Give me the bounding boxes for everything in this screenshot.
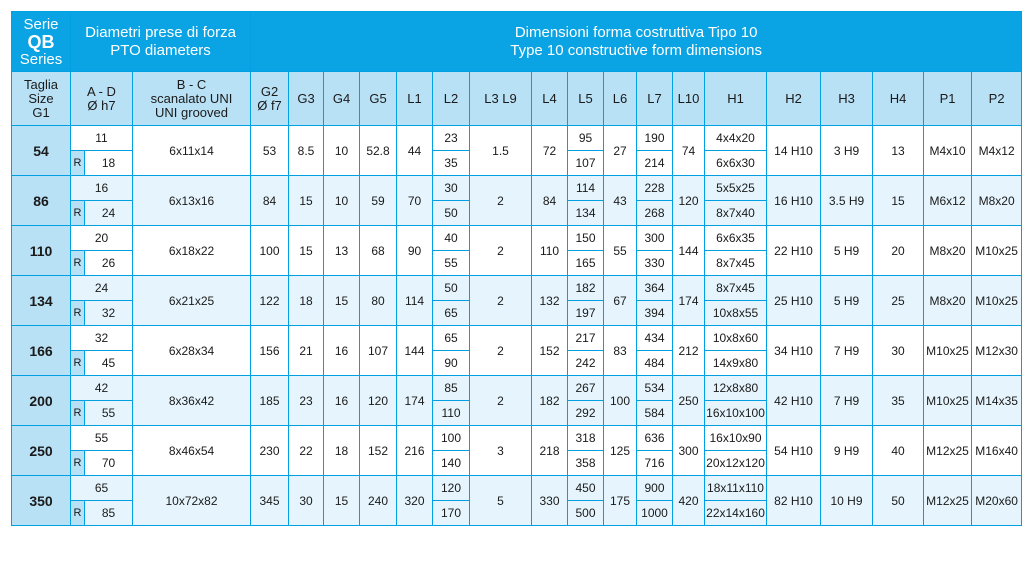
table-row: [12, 276, 1022, 301]
cell-ad-top: 55: [71, 426, 133, 451]
cell-h3: 9 H9: [821, 426, 873, 476]
cell-h1-bot: 22x14x160: [705, 501, 767, 526]
col-l5: L5: [568, 72, 604, 126]
cell-size: 200: [12, 376, 71, 426]
col-l3l9: L3 L9: [470, 72, 532, 126]
col-bc-l3: UNI grooved: [155, 104, 228, 120]
cell-h2: 14 H10: [767, 126, 821, 176]
cell-l4: 110: [532, 226, 568, 276]
cell-g3: 18: [289, 276, 324, 326]
cell-ad-bot: 45: [85, 351, 133, 376]
cell-p2: M14x35: [972, 376, 1022, 426]
table-row: [12, 126, 1022, 151]
col-g4: G4: [324, 72, 360, 126]
cell-ad-top: 42: [71, 376, 133, 401]
cell-h1-top: 8x7x45: [705, 276, 767, 301]
cell-l2-top: 50: [433, 276, 470, 301]
cell-r-label: R: [71, 501, 85, 526]
col-g3: G3: [289, 72, 324, 126]
cell-ad-top: 65: [71, 476, 133, 501]
cell-l7-bot: 394: [637, 301, 673, 326]
cell-l3l9: 1.5: [470, 126, 532, 176]
column-header-row: [12, 72, 1022, 126]
cell-l6: 100: [604, 376, 637, 426]
cell-l4: 72: [532, 126, 568, 176]
cell-l3l9: 2: [470, 326, 532, 376]
cell-h4: 25: [873, 276, 924, 326]
pto-header: [71, 12, 251, 72]
cell-g4: 15: [324, 276, 360, 326]
cell-l7-top: 300: [637, 226, 673, 251]
cell-l3l9: 5: [470, 476, 532, 526]
cell-l10: 174: [673, 276, 705, 326]
col-l2: L2: [433, 72, 470, 126]
cell-g2: 230: [251, 426, 289, 476]
cell-l7-top: 636: [637, 426, 673, 451]
cell-g4: 18: [324, 426, 360, 476]
cell-l4: 218: [532, 426, 568, 476]
cell-h1-top: 18x11x110: [705, 476, 767, 501]
cell-h1-bot: 8x7x45: [705, 251, 767, 276]
cell-p1: M8x20: [924, 226, 972, 276]
cell-l1: 44: [397, 126, 433, 176]
cell-bc: 6x13x16: [133, 176, 251, 226]
cell-g3: 30: [289, 476, 324, 526]
cell-l5-top: 182: [568, 276, 604, 301]
cell-l5-bot: 165: [568, 251, 604, 276]
cell-h3: 10 H9: [821, 476, 873, 526]
cell-l2-top: 40: [433, 226, 470, 251]
cell-h4: 30: [873, 326, 924, 376]
cell-size: 166: [12, 326, 71, 376]
cell-h3: 5 H9: [821, 276, 873, 326]
cell-g4: 10: [324, 126, 360, 176]
cell-l2-bot: 50: [433, 201, 470, 226]
table-row: [12, 376, 1022, 401]
cell-l5-bot: 134: [568, 201, 604, 226]
cell-ad-top: 24: [71, 276, 133, 301]
cell-h2: 82 H10: [767, 476, 821, 526]
cell-l7-top: 190: [637, 126, 673, 151]
col-g5: G5: [360, 72, 397, 126]
cell-h3: 5 H9: [821, 226, 873, 276]
cell-l7-bot: 584: [637, 401, 673, 426]
cell-l3l9: 2: [470, 276, 532, 326]
cell-g5: 152: [360, 426, 397, 476]
cell-g4: 13: [324, 226, 360, 276]
cell-h1-bot: 20x12x120: [705, 451, 767, 476]
cell-r-label: R: [71, 451, 85, 476]
cell-p1: M12x25: [924, 476, 972, 526]
cell-size: 250: [12, 426, 71, 476]
dimensions-table-wrapper: [11, 11, 1018, 526]
cell-l7-top: 900: [637, 476, 673, 501]
cell-l2-bot: 140: [433, 451, 470, 476]
cell-l2-bot: 170: [433, 501, 470, 526]
cell-h4: 20: [873, 226, 924, 276]
col-size-l1: Taglia: [24, 76, 58, 92]
cell-p2: M12x30: [972, 326, 1022, 376]
cell-h2: 16 H10: [767, 176, 821, 226]
col-l4: L4: [532, 72, 568, 126]
cell-r-label: R: [71, 301, 85, 326]
cell-g5: 80: [360, 276, 397, 326]
cell-size: 110: [12, 226, 71, 276]
table-row: [12, 226, 1022, 251]
pto-title-en: PTO diameters: [110, 41, 211, 59]
cell-h1-top: 4x4x20: [705, 126, 767, 151]
cell-l10: 74: [673, 126, 705, 176]
cell-ad-top: 32: [71, 326, 133, 351]
cell-p1: M4x10: [924, 126, 972, 176]
cell-l5-bot: 358: [568, 451, 604, 476]
cell-ad-bot: 24: [85, 201, 133, 226]
cell-p1: M12x25: [924, 426, 972, 476]
cell-h1-top: 5x5x25: [705, 176, 767, 201]
cell-size: 54: [12, 126, 71, 176]
cell-p1: M10x25: [924, 326, 972, 376]
cell-l2-bot: 65: [433, 301, 470, 326]
cell-h1-top: 16x10x90: [705, 426, 767, 451]
cell-p2: M10x25: [972, 226, 1022, 276]
cell-l1: 320: [397, 476, 433, 526]
cell-l5-bot: 107: [568, 151, 604, 176]
cell-l2-bot: 90: [433, 351, 470, 376]
cell-l5-top: 318: [568, 426, 604, 451]
cell-h1-bot: 8x7x40: [705, 201, 767, 226]
cell-l4: 152: [532, 326, 568, 376]
cell-h1-bot: 16x10x100: [705, 401, 767, 426]
cell-h1-top: 12x8x80: [705, 376, 767, 401]
cell-p2: M4x12: [972, 126, 1022, 176]
cell-l4: 182: [532, 376, 568, 426]
cell-l2-bot: 55: [433, 251, 470, 276]
cell-g5: 59: [360, 176, 397, 226]
cell-l5-bot: 292: [568, 401, 604, 426]
cell-p1: M8x20: [924, 276, 972, 326]
cell-h3: 3 H9: [821, 126, 873, 176]
cell-h1-bot: 14x9x80: [705, 351, 767, 376]
cell-h4: 50: [873, 476, 924, 526]
cell-g4: 16: [324, 376, 360, 426]
cell-l3l9: 2: [470, 176, 532, 226]
cell-r-label: R: [71, 351, 85, 376]
cell-ad-bot: 26: [85, 251, 133, 276]
cell-l5-top: 217: [568, 326, 604, 351]
cell-h1-bot: 10x8x55: [705, 301, 767, 326]
col-g2: [251, 72, 289, 126]
cell-l2-top: 85: [433, 376, 470, 401]
cell-r-label: R: [71, 201, 85, 226]
cell-ad-bot: 55: [85, 401, 133, 426]
cell-g2: 345: [251, 476, 289, 526]
cell-size: 134: [12, 276, 71, 326]
series-code: QB: [27, 31, 55, 52]
cell-l1: 144: [397, 326, 433, 376]
cell-l7-top: 434: [637, 326, 673, 351]
cell-g5: 107: [360, 326, 397, 376]
col-size-l3: G1: [32, 104, 50, 120]
cell-l10: 120: [673, 176, 705, 226]
col-bc: [133, 72, 251, 126]
col-h1: H1: [705, 72, 767, 126]
cell-l7-top: 534: [637, 376, 673, 401]
dimensions-title-en: Type 10 constructive form dimensions: [510, 41, 763, 59]
cell-size: 350: [12, 476, 71, 526]
table-row: [12, 426, 1022, 451]
cell-h2: 34 H10: [767, 326, 821, 376]
cell-l2-top: 65: [433, 326, 470, 351]
col-g2-l1: G2: [260, 83, 279, 99]
cell-l10: 144: [673, 226, 705, 276]
col-size-l2: Size: [28, 90, 54, 106]
cell-g5: 240: [360, 476, 397, 526]
cell-g3: 15: [289, 176, 324, 226]
cell-g5: 120: [360, 376, 397, 426]
cell-g2: 185: [251, 376, 289, 426]
col-p1: P1: [924, 72, 972, 126]
cell-h1-top: 10x8x60: [705, 326, 767, 351]
col-size: [12, 72, 71, 126]
cell-h1-top: 6x6x35: [705, 226, 767, 251]
cell-l7-bot: 716: [637, 451, 673, 476]
cell-ad-bot: 32: [85, 301, 133, 326]
cell-g3: 8.5: [289, 126, 324, 176]
cell-bc: 8x46x54: [133, 426, 251, 476]
cell-p1: M6x12: [924, 176, 972, 226]
table-row: [12, 476, 1022, 501]
col-ad-l2: Ø h7: [87, 97, 116, 113]
cell-l1: 114: [397, 276, 433, 326]
cell-size: 86: [12, 176, 71, 226]
cell-l5-top: 267: [568, 376, 604, 401]
col-bc-l1: B - C: [176, 76, 207, 92]
cell-g3: 23: [289, 376, 324, 426]
col-l10: L10: [673, 72, 705, 126]
cell-p1: M10x25: [924, 376, 972, 426]
cell-bc: 6x11x14: [133, 126, 251, 176]
cell-l7-bot: 1000: [637, 501, 673, 526]
cell-l10: 250: [673, 376, 705, 426]
series-header: [12, 12, 71, 72]
cell-bc: 10x72x82: [133, 476, 251, 526]
table-row: [12, 176, 1022, 201]
cell-g3: 22: [289, 426, 324, 476]
cell-g3: 15: [289, 226, 324, 276]
col-l1: L1: [397, 72, 433, 126]
cell-ad-bot: 18: [85, 151, 133, 176]
col-ad-l1: A - D: [87, 83, 116, 99]
cell-h4: 40: [873, 426, 924, 476]
cell-l6: 175: [604, 476, 637, 526]
cell-l4: 330: [532, 476, 568, 526]
cell-g4: 16: [324, 326, 360, 376]
cell-g2: 122: [251, 276, 289, 326]
col-g2-l2: Ø f7: [257, 97, 282, 113]
cell-l1: 216: [397, 426, 433, 476]
cell-l7-bot: 214: [637, 151, 673, 176]
series-label: Serie: [23, 15, 59, 33]
cell-l5-top: 150: [568, 226, 604, 251]
cell-g3: 21: [289, 326, 324, 376]
cell-l5-top: 450: [568, 476, 604, 501]
cell-l7-bot: 330: [637, 251, 673, 276]
series-label-en: Series: [19, 50, 63, 68]
cell-ad-bot: 85: [85, 501, 133, 526]
cell-g4: 15: [324, 476, 360, 526]
cell-g5: 68: [360, 226, 397, 276]
cell-r-label: R: [71, 151, 85, 176]
cell-h3: 7 H9: [821, 376, 873, 426]
cell-g2: 84: [251, 176, 289, 226]
cell-l10: 212: [673, 326, 705, 376]
cell-h1-bot: 6x6x30: [705, 151, 767, 176]
cell-h3: 7 H9: [821, 326, 873, 376]
cell-l6: 83: [604, 326, 637, 376]
dimensions-title-it: Dimensioni forma costruttiva Tipo 10: [514, 23, 758, 41]
pto-title-it: Diametri prese di forza: [85, 23, 236, 41]
table-row: [12, 326, 1022, 351]
cell-l6: 55: [604, 226, 637, 276]
cell-p2: M20x60: [972, 476, 1022, 526]
cell-p2: M10x25: [972, 276, 1022, 326]
col-h3: H3: [821, 72, 873, 126]
cell-bc: 8x36x42: [133, 376, 251, 426]
cell-l5-top: 114: [568, 176, 604, 201]
cell-l3l9: 3: [470, 426, 532, 476]
cell-l2-bot: 110: [433, 401, 470, 426]
cell-l1: 174: [397, 376, 433, 426]
cell-l5-bot: 500: [568, 501, 604, 526]
cell-bc: 6x18x22: [133, 226, 251, 276]
cell-bc: 6x21x25: [133, 276, 251, 326]
col-h4: H4: [873, 72, 924, 126]
dimensions-header: [251, 12, 1022, 72]
cell-ad-top: 11: [71, 126, 133, 151]
col-h2: H2: [767, 72, 821, 126]
cell-l1: 90: [397, 226, 433, 276]
cell-l7-top: 228: [637, 176, 673, 201]
col-ad: [71, 72, 133, 126]
cell-h2: 54 H10: [767, 426, 821, 476]
col-l6: L6: [604, 72, 637, 126]
cell-l7-bot: 484: [637, 351, 673, 376]
cell-l7-bot: 268: [637, 201, 673, 226]
cell-p2: M8x20: [972, 176, 1022, 226]
col-bc-l2: scanalato UNI: [150, 90, 233, 106]
cell-g4: 10: [324, 176, 360, 226]
cell-ad-bot: 70: [85, 451, 133, 476]
cell-l6: 125: [604, 426, 637, 476]
cell-ad-top: 16: [71, 176, 133, 201]
cell-g2: 100: [251, 226, 289, 276]
cell-g2: 156: [251, 326, 289, 376]
cell-ad-top: 20: [71, 226, 133, 251]
cell-l3l9: 2: [470, 226, 532, 276]
cell-p2: M16x40: [972, 426, 1022, 476]
cell-r-label: R: [71, 251, 85, 276]
cell-h4: 13: [873, 126, 924, 176]
cell-l5-top: 95: [568, 126, 604, 151]
cell-l4: 132: [532, 276, 568, 326]
cell-h2: 42 H10: [767, 376, 821, 426]
cell-l2-top: 23: [433, 126, 470, 151]
cell-l2-top: 30: [433, 176, 470, 201]
cell-l10: 300: [673, 426, 705, 476]
cell-l6: 27: [604, 126, 637, 176]
cell-h2: 25 H10: [767, 276, 821, 326]
col-l7: L7: [637, 72, 673, 126]
cell-l7-top: 364: [637, 276, 673, 301]
cell-l6: 43: [604, 176, 637, 226]
cell-l5-bot: 242: [568, 351, 604, 376]
cell-r-label: R: [71, 401, 85, 426]
cell-l2-bot: 35: [433, 151, 470, 176]
cell-l4: 84: [532, 176, 568, 226]
col-p2: P2: [972, 72, 1022, 126]
cell-l2-top: 120: [433, 476, 470, 501]
cell-l3l9: 2: [470, 376, 532, 426]
cell-h4: 15: [873, 176, 924, 226]
cell-g5: 52.8: [360, 126, 397, 176]
cell-l10: 420: [673, 476, 705, 526]
cell-h3: 3.5 H9: [821, 176, 873, 226]
cell-bc: 6x28x34: [133, 326, 251, 376]
dimensions-table: [11, 11, 1022, 526]
cell-l5-bot: 197: [568, 301, 604, 326]
cell-l6: 67: [604, 276, 637, 326]
cell-l1: 70: [397, 176, 433, 226]
cell-g2: 53: [251, 126, 289, 176]
cell-h4: 35: [873, 376, 924, 426]
cell-l2-top: 100: [433, 426, 470, 451]
header-row: [12, 12, 1022, 72]
cell-h2: 22 H10: [767, 226, 821, 276]
